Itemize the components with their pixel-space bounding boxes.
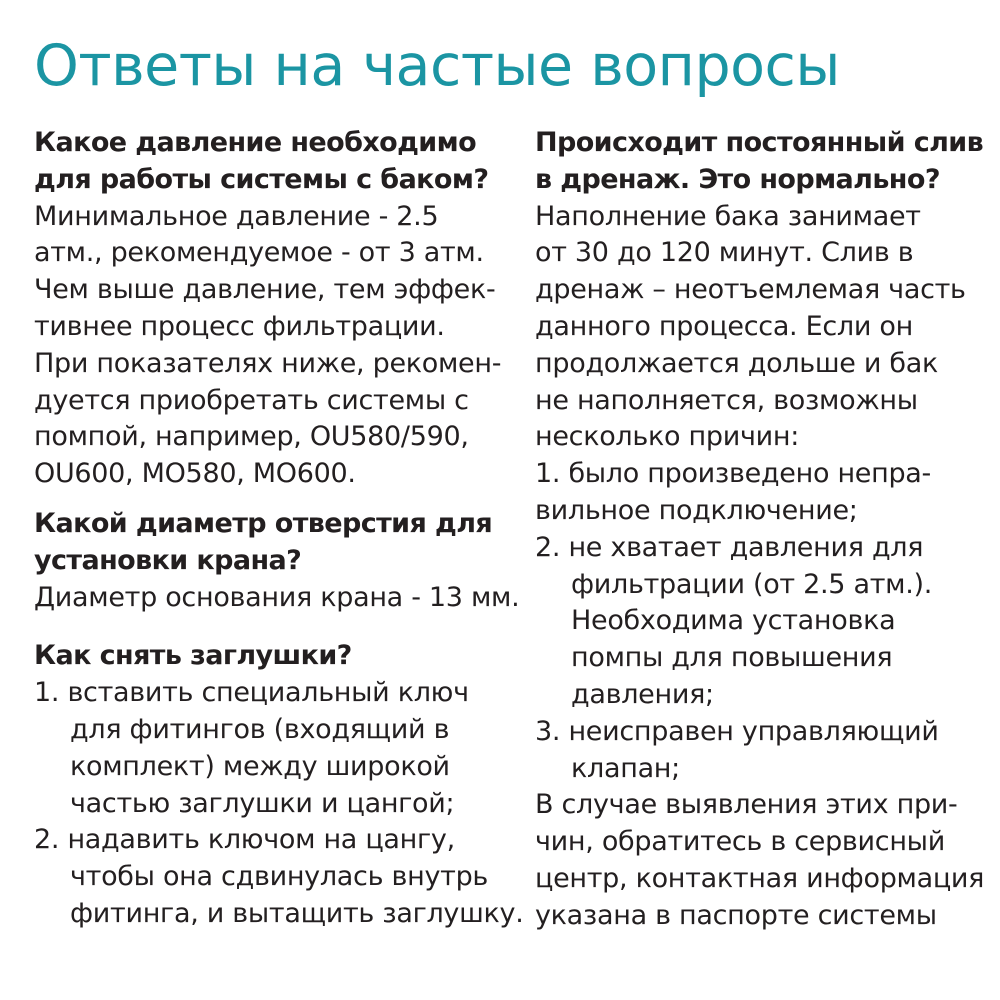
answer-pressure-line-7: помпой, например, OU580/590, [34, 421, 469, 453]
answer-pressure-line-5: При показателях ниже, рекомен- [34, 347, 502, 379]
answer-pressure-line-8: OU600, MO580, MO600. [34, 458, 356, 490]
answer-drainage-line-5: продолжается дольше и бак [535, 347, 939, 379]
faq-column-left [34, 125, 524, 933]
drainage-reason-2-line-2: фильтрации (от 2.5 атм.). [571, 568, 932, 600]
drainage-conclusion-line-3: центр, контактная информация [535, 862, 985, 894]
drainage-reason-1-line-2: вильное подключение; [535, 494, 858, 526]
answer-drainage-line-4: данного процесса. Если он [535, 310, 913, 342]
answer-drainage-line-7: несколько причин: [535, 421, 800, 453]
drainage-reason-2-line-1: 2. не хватает давления для [535, 531, 924, 563]
drainage-reason-2-line-4: помпы для повышения [571, 642, 893, 674]
answer-drainage-line-1: Наполнение бака занимает [535, 200, 921, 232]
answer-pressure-line-4: тивнее процесс фильтрации. [34, 310, 445, 342]
drainage-reason-1 [535, 456, 975, 530]
drainage-reason-3-line-1: 3. неисправен управляющий [535, 715, 939, 747]
answer-pressure-line-6: дуется приобретать системы с [34, 384, 469, 416]
drainage-reason-2 [535, 530, 975, 714]
question-plugs-line-1: Как снять заглушки? [34, 640, 352, 672]
drainage-conclusion-line-4: указана в паспорте системы [535, 899, 937, 931]
faq-item-plugs [34, 638, 524, 932]
question-drainage-line-2: в дренаж. Это нормально? [535, 163, 940, 195]
drainage-conclusion-line-1: В случае выявления этих при- [535, 789, 958, 821]
question-pressure-line-2: для работы системы с баком? [34, 163, 489, 195]
question-drainage-line-1: Происходит постоянный слив [535, 127, 984, 158]
faq-item-drainage [535, 125, 985, 935]
drainage-reason-3 [535, 714, 975, 788]
faq-column-right [535, 125, 985, 935]
drainage-reason-2-line-3: Необходима установка [571, 605, 896, 637]
plugs-step-2-line-1: 2. надавить ключом на цангу, [34, 824, 455, 856]
plugs-step-2-line-3: фитинга, и вытащить заглушку. [70, 897, 524, 929]
plugs-step-2 [34, 822, 524, 932]
faq-item-diameter [34, 506, 520, 616]
answer-pressure-line-1: Минимальное давление - 2.5 [34, 200, 439, 232]
plugs-step-1-line-2: для фитингов (входящий в [70, 713, 450, 745]
drainage-reason-2-line-5: давления; [571, 678, 714, 710]
plugs-step-1 [34, 675, 504, 822]
drainage-conclusion-line-2: чин, обратитесь в сервисный [535, 826, 945, 858]
drainage-reason-1-line-1: 1. было произведено непра- [535, 458, 931, 490]
plugs-step-1-line-3: комплект) между широкой [70, 750, 450, 782]
answer-drainage-line-3: дренаж – неотъемлемая часть [535, 274, 966, 306]
plugs-step-2-line-2: чтобы она сдвинулась внутрь [70, 861, 489, 893]
question-diameter-line-1: Какой диаметр отверстия для [34, 507, 493, 539]
page-title: Ответы на частые вопросы [34, 33, 840, 99]
plugs-step-1-line-1: 1. вставить специальный ключ [34, 677, 469, 709]
plugs-step-1-line-4: частью заглушки и цангой; [70, 787, 455, 819]
answer-drainage-line-6: не наполняется, возможны [535, 384, 918, 416]
drainage-reason-3-line-2: клапан; [571, 752, 680, 784]
question-diameter-line-2: установки крана? [34, 544, 302, 576]
answer-drainage-line-2: от 30 до 120 минут. Слив в [535, 237, 914, 269]
answer-pressure-line-3: Чем выше давление, тем эффек- [34, 274, 496, 306]
answer-pressure-line-2: атм., рекомендуемое - от 3 атм. [34, 237, 484, 269]
question-pressure-line-1: Какое давление необходимо [34, 127, 477, 158]
faq-item-pressure [34, 125, 504, 493]
answer-diameter-line-1: Диаметр основания крана - 13 мм. [34, 581, 520, 613]
